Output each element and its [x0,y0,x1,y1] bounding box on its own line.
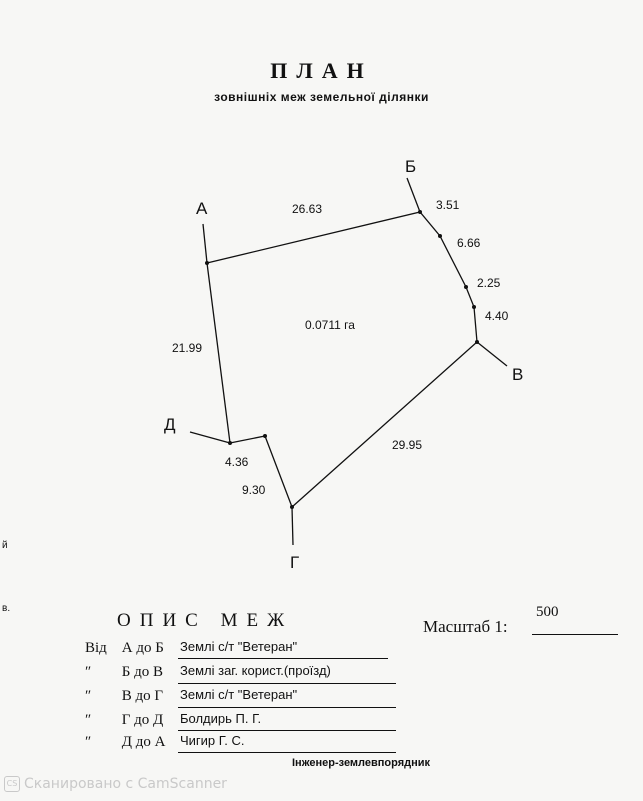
edge-length-label: 21.99 [172,341,203,355]
boundary-row [85,687,298,705]
watermark-text: Сканировано с CamScanner [24,776,227,792]
margin-fragment: й [2,540,8,551]
row-underline [178,683,396,684]
margin-fragment: в. [2,603,11,614]
row-neighbour: Болдирь П. Г. [180,711,262,726]
row-segment: В до Г [121,688,164,704]
vertex-point [464,285,468,289]
row-underline [178,730,396,731]
corner-label-a: А [196,199,208,218]
corner-tick-d [190,432,230,443]
boundary-row [85,733,245,751]
plot-area-label: 0.0711 га [305,318,355,332]
scale-label: Масштаб 1: [423,617,508,636]
vertex-point [228,441,232,445]
boundary-row [85,663,331,681]
row-neighbour: Землі с/т "Ветеран" [180,639,298,654]
vertex-point [475,340,479,344]
row-underline [178,752,396,753]
corner-label-b: Б [405,157,417,176]
vertex-point [438,234,442,238]
row-neighbour: Чигир Г. С. [180,733,245,748]
corner-tick-g [292,507,293,545]
row-prefix: ″ [85,664,92,680]
boundary-row [85,639,298,657]
camscanner-watermark [4,776,227,792]
edge-length-label: 4.40 [485,309,509,323]
corner-tick-b [407,178,420,212]
edge-length-label: 2.25 [477,276,501,290]
vertex-point [418,210,422,214]
page-title: ПЛАН [270,58,373,83]
vertex-point [472,305,476,309]
row-neighbour: Землі заг. корист.(проїзд) [180,663,331,678]
row-underline [178,707,396,708]
vertex-point [290,505,294,509]
row-prefix: Від [85,640,107,656]
corner-label-g: Г [290,553,300,572]
row-segment: А до Б [121,640,164,656]
row-underline [178,658,388,659]
corner-tick-v [477,342,507,366]
boundary-row [85,711,262,729]
row-segment: Б до В [121,664,163,680]
camscanner-logo-icon: CS [4,776,20,792]
engineer-title: Інженер-землевпорядник [292,757,431,769]
row-segment: Д до А [121,734,166,750]
scale-value: 500 [536,604,559,620]
vertex-point [263,434,267,438]
corner-label-v: В [512,365,524,384]
row-prefix: ″ [85,712,92,728]
page-subtitle: зовнішніх меж земельної ділянки [214,90,429,104]
edge-length-label: 29.95 [392,438,423,452]
corner-label-d: Д [164,415,176,434]
edge-length-label: 4.36 [225,455,249,469]
edge-length-label: 6.66 [457,236,481,250]
row-segment: Г до Д [121,712,164,728]
vertex-point [205,261,209,265]
edge-length-label: 9.30 [242,483,266,497]
corner-tick-a [203,224,207,263]
edge-length-label: 3.51 [436,198,460,212]
row-prefix: ″ [85,734,92,750]
boundary-description-title: ОПИС МЕЖ [117,610,294,631]
edge-length-label: 26.63 [292,202,323,216]
scale-underline [532,634,618,635]
row-prefix: ″ [85,688,92,704]
row-neighbour: Землі с/т "Ветеран" [180,687,298,702]
